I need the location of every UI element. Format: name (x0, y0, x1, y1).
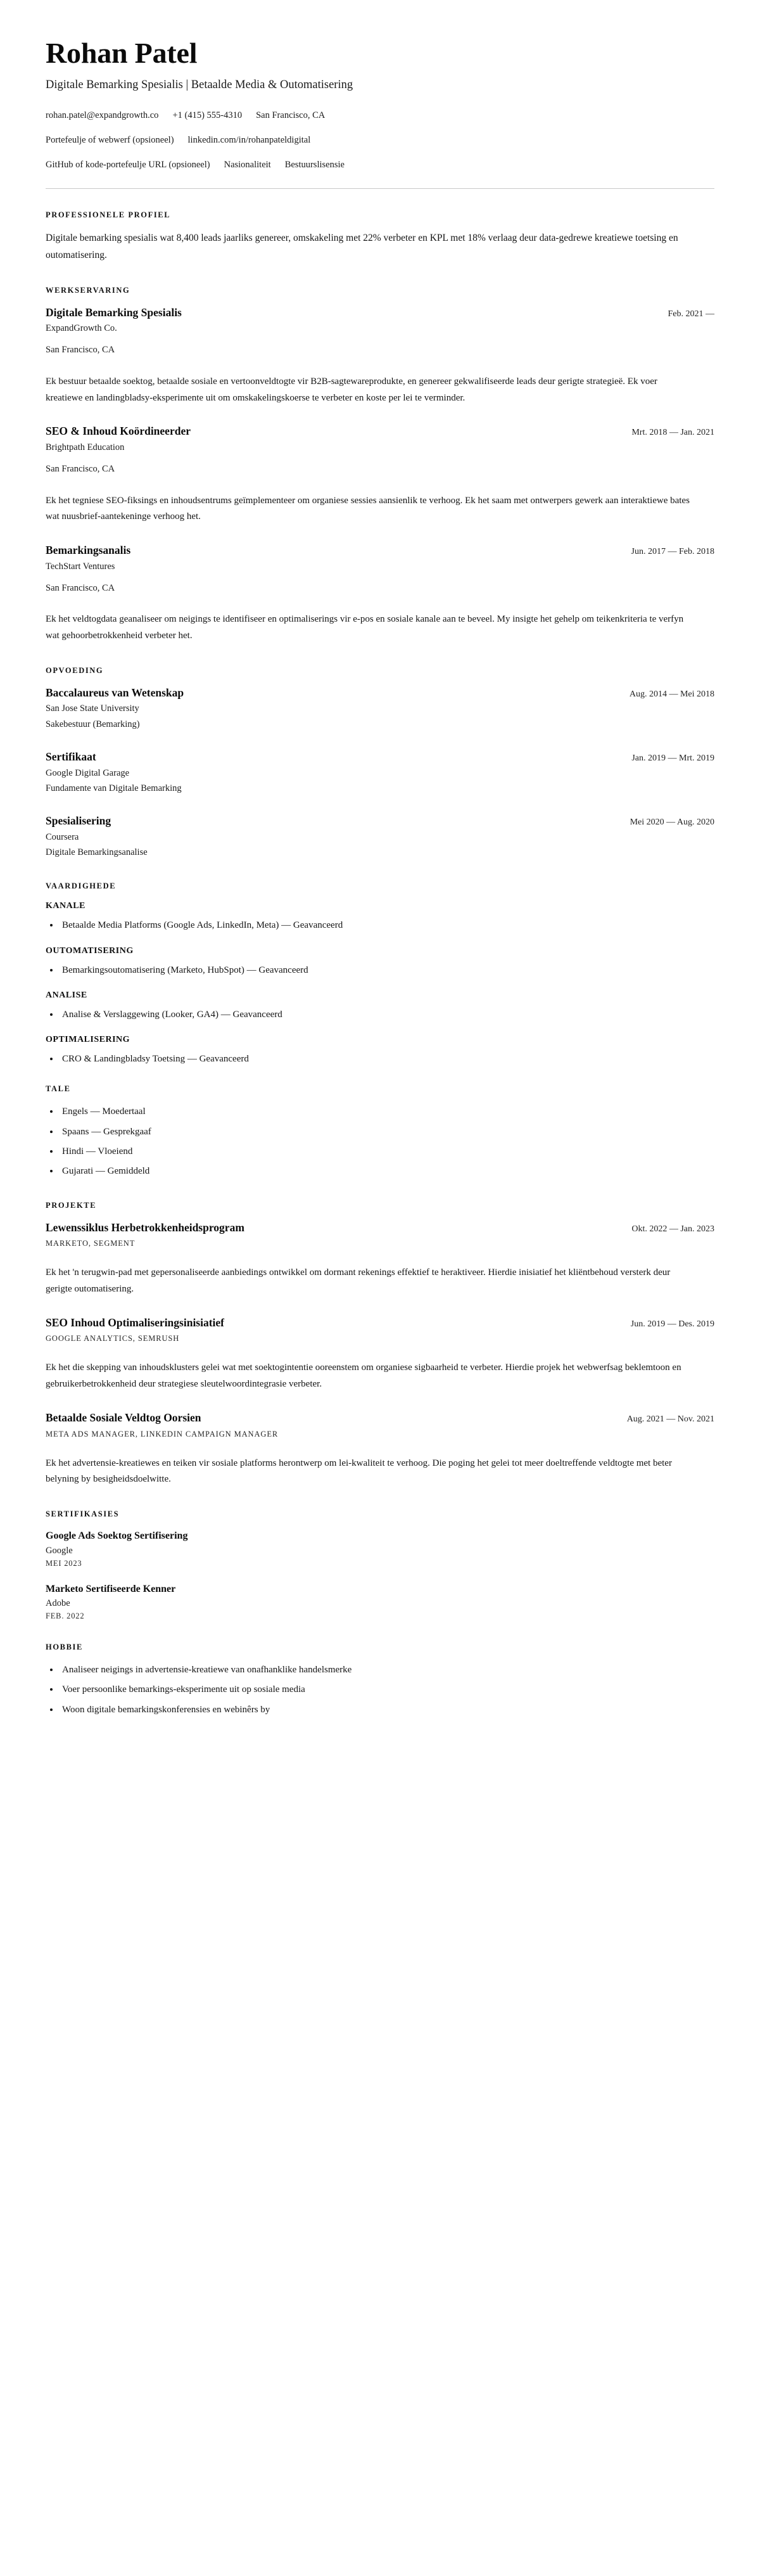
education-school: Google Digital Garage (46, 767, 130, 778)
experience-date-range: Jun. 2017 — Feb. 2018 (631, 547, 714, 557)
location-text: San Francisco, CA (256, 110, 326, 121)
project-date-range: Aug. 2021 — Nov. 2021 (626, 1414, 714, 1425)
experience-entry-head (46, 543, 714, 558)
github-label: GitHub of kode-portefeulje URL (opsioneel) (46, 160, 210, 170)
section-experience (46, 286, 714, 644)
hobby-item: Woon digitale bemarkingskonferensies en webinêrs by (46, 1702, 714, 1717)
section-projects (46, 1201, 714, 1489)
experience-description: Ek bestuur betaalde soektog, betaalde sosiale en vertoonveldtogte vir B2B-sagtewareprodukte, en genereer gekwalifiseerde leads deur gerigte strategieë. Ek voer kreatiewe en landingbladsy-eksperimente uit om omskakelingskoerse te verbeter en koste per lei te verminder. (46, 376, 657, 403)
education-entry (46, 686, 714, 732)
project-entry (46, 1411, 714, 1488)
candidate-name: Rohan Patel (46, 37, 198, 69)
project-description: Ek het advertensie-kreatiewes en teiken vir sosiale platforms herontwerp om lei-kwaliteit te verhoog. Die poging het gelei tot meer doeltreffende veldtogte met beter belyning by besigheidsdoelwitte. (46, 1458, 672, 1485)
skill-group-title: ANALISE (46, 990, 87, 1000)
skill-list (46, 1007, 714, 1022)
experience-company: Brightpath Education (46, 442, 125, 453)
education-field: Digitale Bemarkingsanalise (46, 847, 148, 858)
skill-group-title: OPTIMALISERING (46, 1035, 130, 1045)
education-degree: Baccalaureus van Wetenskap (46, 686, 184, 699)
experience-date-range: Mrt. 2018 — Jan. 2021 (631, 428, 714, 438)
education-entry-head (46, 750, 714, 765)
skill-item: CRO & Landingbladsy Toetsing — Geavanceerd (46, 1051, 714, 1067)
experience-job-title: Digitale Bemarking Spesialis (46, 305, 182, 319)
hobby-item: Analiseer neigings in advertensie-kreatiewe van onafhanklike handelsmerke (46, 1662, 714, 1677)
section-education (46, 666, 714, 860)
portfolio-label: Portefeulje of webwerf (opsioneel) (46, 135, 174, 146)
section-heading-certifications: SERTIFIKASIES (46, 1509, 120, 1519)
driving-license-label: Bestuurslisensie (284, 160, 345, 170)
project-title: SEO Inhoud Optimaliseringsinisiatief (46, 1316, 225, 1329)
experience-location: San Francisco, CA (46, 582, 115, 593)
experience-entry (46, 543, 714, 644)
experience-date-range: Feb. 2021 — (668, 309, 714, 319)
education-entry-head (46, 686, 714, 701)
project-date-range: Okt. 2022 — Jan. 2023 (631, 1224, 714, 1234)
certification-entry (46, 1529, 714, 1568)
skill-item: Betaalde Media Platforms (Google Ads, LinkedIn, Meta) — Geavanceerd (46, 918, 714, 933)
language-item: Gujarati — Gemiddeld (46, 1163, 714, 1179)
certification-entry (46, 1582, 714, 1621)
skill-group-title: OUTOMATISERING (46, 945, 134, 956)
hobby-item: Voer persoonlike bemarkings-eksperimente uit op sosiale media (46, 1682, 714, 1697)
project-description: Ek het die skepping van inhoudsklusters gelei wat met soektogintentie ooreenstem om organiese sigbaarheid te verbeter. Hierdie projek het webwerfsag beklemtoon en gebruikerbetrokkenheid deur strategiese sleutelwoordintegrasie verbeter. (46, 1362, 681, 1390)
section-heading-skills: VAARDIGHEDE (46, 881, 117, 891)
certification-issuer: Adobe (46, 1598, 70, 1609)
experience-company: TechStart Ventures (46, 561, 115, 572)
phone-text[interactable]: +1 (415) 555-4310 (172, 110, 243, 121)
nationality-label: Nasionaliteit (224, 160, 271, 170)
project-tools: MARKETO, SEGMENT (46, 1239, 136, 1248)
certification-date: MEI 2023 (46, 1558, 82, 1568)
experience-job-title: SEO & Inhoud Koördineerder (46, 425, 191, 438)
section-heading-experience: WERKSERVARING (46, 285, 130, 295)
linkedin-link[interactable]: linkedin.com/in/rohanpateldigital (187, 135, 311, 146)
education-school: Coursera (46, 831, 79, 842)
section-skills (46, 881, 714, 1067)
skill-group-analise (46, 990, 714, 1022)
section-profile (46, 210, 714, 264)
skill-item: Bemarkingsoutomatisering (Marketo, HubSpot) — Geavanceerd (46, 963, 714, 978)
section-heading-education: OPVOEDING (46, 665, 104, 675)
project-date-range: Jun. 2019 — Des. 2019 (630, 1319, 714, 1329)
skill-group-kanale (46, 901, 714, 933)
profile-text: Digitale bemarking spesialis wat 8,400 leads jaarliks genereer, omskakeling met 22% verbeter en KPL met 18% verlaag deur data-gedrewe kreatiewe toetsing en outomatisering. (46, 233, 678, 261)
project-entry (46, 1221, 714, 1298)
section-hobbies (46, 1643, 714, 1717)
education-field: Fundamente van Digitale Bemarking (46, 783, 182, 794)
email-text[interactable]: rohan.patel@expandgrowth.co (46, 110, 159, 121)
education-date-range: Mei 2020 — Aug. 2020 (630, 817, 714, 828)
candidate-headline: Digitale Bemarking Spesialis | Betaalde Media & Outomatisering (46, 79, 353, 92)
project-entry-head (46, 1221, 714, 1236)
experience-company: ExpandGrowth Co. (46, 323, 117, 334)
section-heading-hobbies: HOBBIE (46, 1643, 83, 1652)
experience-description: Ek het tegniese SEO-fiksings en inhoudsentrums geïmplementeer om organiese sessies aansienlik te verhoog. Ek het saam met ontwerpers gewerk aan interaktiewe bates wat nuusbrief-aantekeninge verhoog het. (46, 495, 690, 522)
project-entry (46, 1316, 714, 1393)
project-title: Lewenssiklus Herbetrokkenheidsprogram (46, 1221, 244, 1234)
header-divider (46, 188, 714, 189)
education-entry (46, 814, 714, 860)
education-field: Sakebestuur (Bemarking) (46, 719, 140, 730)
experience-entry-head (46, 424, 714, 439)
education-date-range: Aug. 2014 — Mei 2018 (629, 689, 714, 699)
section-heading-projects: PROJEKTE (46, 1200, 97, 1210)
certification-title: Google Ads Soektog Sertifisering (46, 1530, 188, 1542)
section-certifications (46, 1509, 714, 1621)
skill-group-title: KANALE (46, 901, 86, 911)
project-title: Betaalde Sosiale Veldtog Oorsien (46, 1411, 201, 1425)
project-tools: META ADS MANAGER, LINKEDIN CAMPAIGN MANAGER (46, 1429, 279, 1439)
skill-list (46, 1051, 714, 1067)
section-languages (46, 1084, 714, 1179)
contact-row-primary (46, 109, 714, 122)
project-entry-head (46, 1316, 714, 1331)
section-heading-profile: PROFESSIONELE PROFIEL (46, 210, 171, 220)
skill-group-outomatisering (46, 946, 714, 978)
experience-entry (46, 305, 714, 407)
contact-row-portfolio (46, 134, 714, 147)
education-entry (46, 750, 714, 796)
language-item: Hindi — Vloeiend (46, 1144, 714, 1159)
experience-job-title: Bemarkingsanalis (46, 544, 131, 557)
experience-location: San Francisco, CA (46, 463, 115, 474)
certification-issuer: Google (46, 1545, 73, 1556)
education-degree: Spesialisering (46, 814, 111, 828)
project-tools: GOOGLE ANALYTICS, SEMRUSH (46, 1334, 180, 1343)
education-degree: Sertifikaat (46, 750, 96, 763)
contact-row-extra (46, 158, 714, 172)
experience-entry (46, 424, 714, 525)
skill-item: Analise & Verslaggewing (Looker, GA4) — Geavanceerd (46, 1007, 714, 1022)
language-item: Engels — Moedertaal (46, 1104, 714, 1119)
skill-list (46, 963, 714, 978)
project-description: Ek het 'n terugwin-pad met gepersonaliseerde aanbiedings ontwikkel om dormant rekenings effektief te heraktiveer. Hierdie inisiatief het kliëntbehoud versterk deur gerigte outomatisering. (46, 1267, 671, 1295)
skill-group-optimalisering (46, 1035, 714, 1067)
experience-entry-head (46, 305, 714, 321)
certification-date: FEB. 2022 (46, 1612, 85, 1621)
education-entry-head (46, 814, 714, 829)
project-entry-head (46, 1411, 714, 1426)
language-list (46, 1104, 714, 1179)
section-heading-languages: TALE (46, 1084, 71, 1094)
language-item: Spaans — Gesprekgaaf (46, 1124, 714, 1139)
experience-location: San Francisco, CA (46, 345, 115, 356)
hobby-list (46, 1662, 714, 1717)
education-school: San Jose State University (46, 703, 139, 714)
certification-title: Marketo Sertifiseerde Kenner (46, 1583, 176, 1594)
education-date-range: Jan. 2019 — Mrt. 2019 (631, 753, 714, 763)
experience-description: Ek het veldtogdata geanaliseer om neigings te identifiseer en optimaliserings vir e-pos en sosiale kanale aan te beveel. My insigte het gehelp om teikenkriteria te verfyn wat gehoorbetrokkenheid verbeter het. (46, 614, 684, 641)
skill-list (46, 918, 714, 933)
